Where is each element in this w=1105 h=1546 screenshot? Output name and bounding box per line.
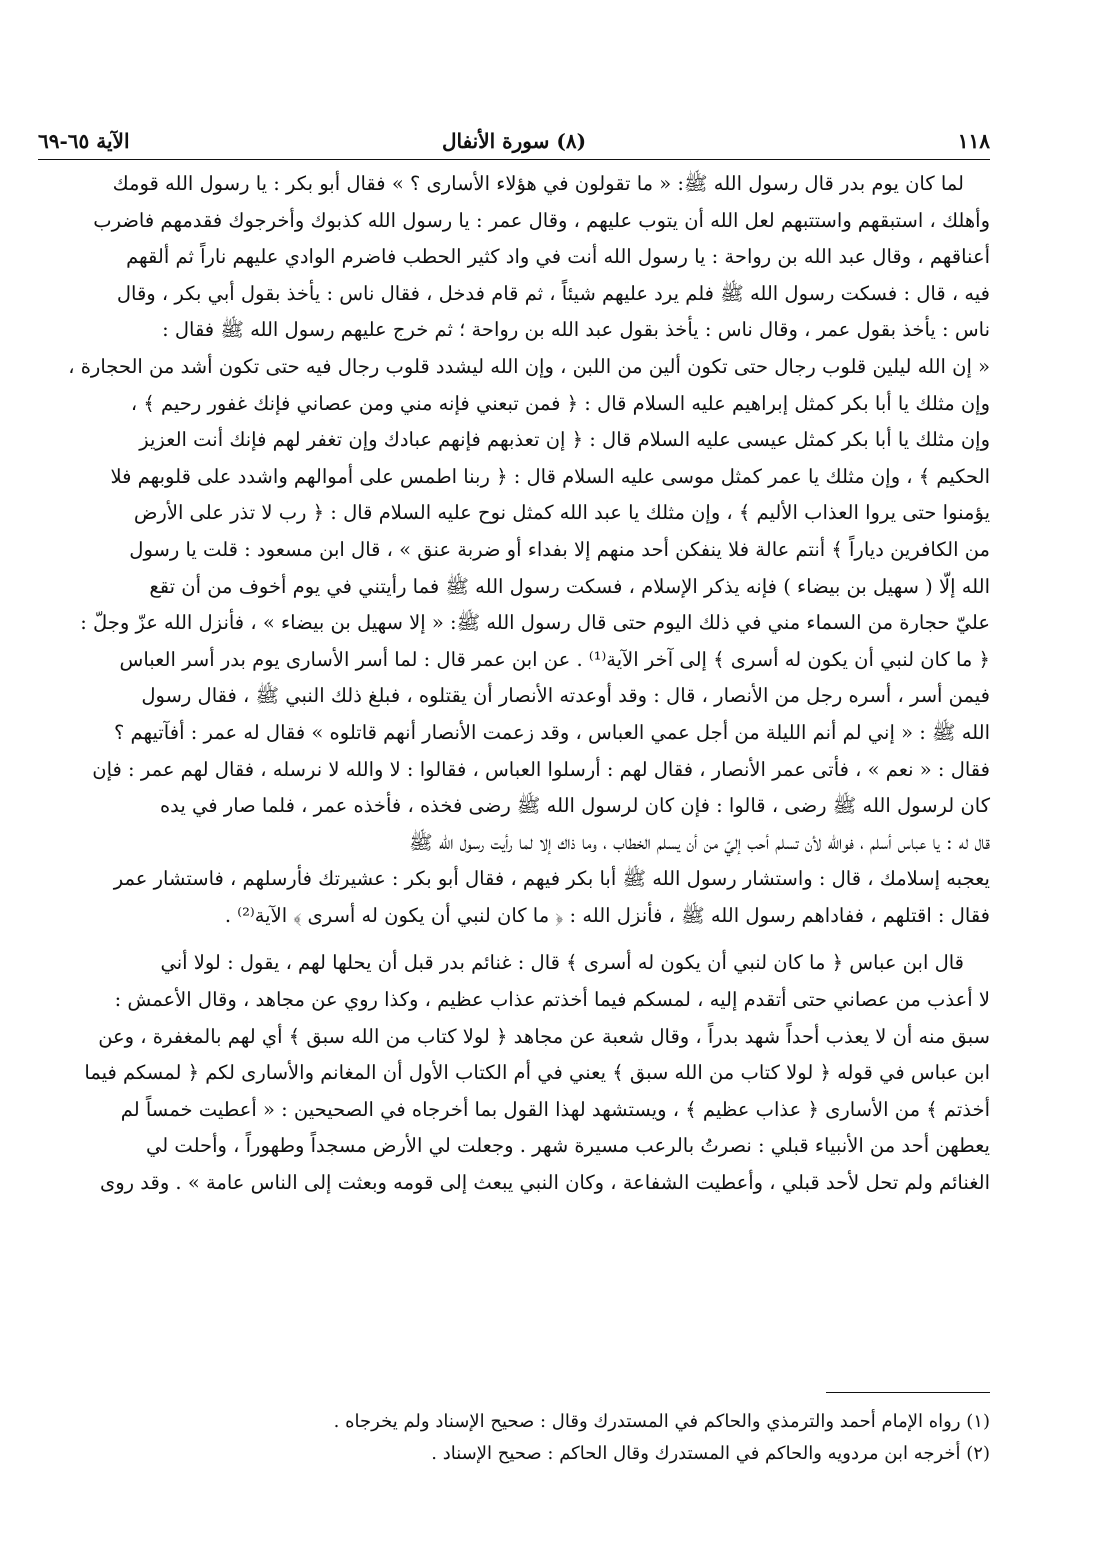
footnote: (١) رواه الإمام أحمد والترمذي والحاكم في المستدرك وقال : صحيح الإسناد ولم يخرجاه . [333, 1411, 990, 1432]
text-line: الله إلّا ( سهيل بن بيضاء ) فإنه يذكر الإسلام ، فسكت رسول الله ﷺ فما رأيتني في يوم أخوف من أن تقع [149, 574, 990, 598]
text-line: لا أعذب من عصاني حتى أتقدم إليه ، لمسكم فيما أخذتم عذاب عظيم ، وكذا روي عن مجاهد ، وقال الأعمش : [114, 988, 990, 1012]
ayah-range: الآية ٦٥-٦٩ [38, 129, 130, 153]
text-line: يعجبه إسلامك ، قال : واستشار رسول الله ﷺ أبا بكر فيهم ، فقال أبو بكر : عشيرتك فأرسلهم ، فاستشار عمر [113, 867, 990, 891]
text-line: قال له : يا عباس أسلم ، فوالله لأن تسلم أحب إليّ من أن يسلم الخطاب ، وما ذاك إلا لما رأيت رسول الله ﷺ [409, 830, 990, 854]
header-divider [38, 159, 990, 160]
text-line: ﴿ ما كان لنبي أن يكون له أسرى ﴾ إلى آخر الآية⁽¹⁾ . عن ابن عمر قال : لما أسر الأسارى يوم بدر أسر العباس [119, 647, 990, 671]
text-line: أخذتم ﴾ من الأسارى ﴿ عذاب عظيم ﴾ ، ويستشهد لهذا القول بما أخرجاه في الصحيحين : « أعطيت خمساً لم [120, 1097, 990, 1121]
page-body [38, 166, 990, 1202]
text-line: الغنائم ولم تحل لأحد قبلي ، وأعطيت الشفاعة ، وكان النبي يبعث إلى قومه وبعثت إلى الناس عامة » . وقد روى [99, 1171, 990, 1195]
text-line: وإن مثلك يا أبا بكر كمثل عيسى عليه السلام قال : ﴿ إن تعذبهم فإنهم عبادك وإن تغفر لهم فإنك أنت العزيز [139, 428, 990, 452]
text-line: كان لرسول الله ﷺ رضى ، قالوا : فإن كان لرسول الله ﷺ رضى فخذه ، فأخذه عمر ، فلما صار في يده [159, 794, 990, 818]
text-line: فقال : « نعم » ، فأتى عمر الأنصار ، فقال لهم : أرسلوا العباس ، فقالوا : لا والله لا نرسله ، فقال لهم عمر : فإن [92, 757, 990, 781]
text-line: يعطهن أحد من الأنبياء قبلي : نصرتُ بالرعب مسيرة شهر . وجعلت لي الأرض مسجداً وطهوراً ، وأحلت لي [146, 1134, 990, 1158]
text-line: وإن مثلك يا أبا بكر كمثل إبراهيم عليه السلام قال : ﴿ فمن تبعني فإنه مني ومن عصاني فإنك غفور رحيم ﴾ ، [130, 391, 990, 415]
text-line: فيمن أسر ، أسره رجل من الأنصار ، قال : وقد أوعدته الأنصار أن يقتلوه ، فبلغ ذلك النبي ﷺ ، فقال رسول [141, 684, 990, 708]
page-header [38, 126, 990, 156]
footnote: (٢) أخرجه ابن مردويه والحاكم في المستدرك وقال الحاكم : صحيح الإسناد . [431, 1443, 990, 1464]
text-line: قال ابن عباس ﴿ ما كان لنبي أن يكون له أسرى ﴾ قال : غنائم بدر قبل أن يحلها لهم ، يقول : لولا أني [160, 951, 964, 975]
text-line: أعناقهم ، وقال عبد الله بن رواحة : يا رسول الله أنت في واد كثير الحطب فاضرم الوادي عليهم ناراً ثم ألقهم [126, 245, 990, 269]
text-line: فيه ، قال : فسكت رسول الله ﷺ فلم يرد عليهم شيئاً ، ثم قام فدخل ، فقال ناس : يأخذ بقول أبي بكر ، وقال [116, 281, 990, 305]
surah-title: (٨) سورة الأنفال [441, 129, 587, 153]
text-line: سبق منه أن لا يعذب أحداً شهد بدراً ، وقال شعبة عن مجاهد ﴿ لولا كتاب من الله سبق ﴾ أي لهم بالمغفرة ، وعن [98, 1024, 990, 1048]
text-line: الحكيم ﴾ ، وإن مثلك يا عمر كمثل موسى عليه السلام قال : ﴿ ربنا اطمس على أموالهم واشدد على قلوبهم فلا [110, 464, 990, 488]
text-line: ابن عباس في قوله ﴿ لولا كتاب من الله سبق ﴾ يعني في أم الكتاب الأول أن المغانم والأسارى لكم ﴿ لمسكم فيما [84, 1061, 990, 1085]
text-line: ناس : يأخذ بقول عمر ، وقال ناس : يأخذ بقول عبد الله بن رواحة ؛ ثم خرج عليهم رسول الله ﷺ فقال : [162, 318, 990, 342]
text-line: فقال : اقتلهم ، ففاداهم رسول الله ﷺ ، فأنزل الله : ﴿ ما كان لنبي أن يكون له أسرى ﴾ الآية⁽²⁾ . [224, 903, 990, 927]
text-line: يؤمنوا حتى يروا العذاب الأليم ﴾ ، وإن مثلك يا عبد الله كمثل نوح عليه السلام قال : ﴿ رب لا تذر على الأرض [133, 501, 990, 525]
footnote-divider [826, 1392, 990, 1393]
page-number: ١١٨ [957, 129, 990, 153]
text-line: الله ﷺ : « إني لم أنم الليلة من أجل عمي العباس ، وقد زعمت الأنصار أنهم قاتلوه » فقال له عمر : أفآتيهم ؟ [113, 720, 990, 744]
text-line: لما كان يوم بدر قال رسول الله ﷺ: « ما تقولون في هؤلاء الأسارى ؟ » فقال أبو بكر : يا رسول الله قومك [112, 172, 964, 195]
text-line: عليّ حجارة من السماء مني في ذلك اليوم حتى قال رسول الله ﷺ: « إلا سهيل بن بيضاء » ، فأنزل الله عزّ وجلّ : [80, 611, 990, 635]
text-line: من الكافرين دياراً ﴾ أنتم عالة فلا ينفكن أحد منهم إلا بفداء أو ضربة عنق » ، قال ابن مسعود : قلت يا رسول [129, 537, 990, 561]
text-line: وأهلك ، استبقهم واستتبهم لعل الله أن يتوب عليهم ، وقال عمر : يا رسول الله كذبوك وأخرجوك فقدمهم فاضرب [93, 208, 990, 232]
text-line: « إن الله ليلين قلوب رجال حتى تكون ألين من اللبن ، وإن الله ليشدد قلوب رجال فيه حتى تكون أشد من الحجارة ، [68, 354, 990, 378]
footnotes [38, 1406, 990, 1470]
